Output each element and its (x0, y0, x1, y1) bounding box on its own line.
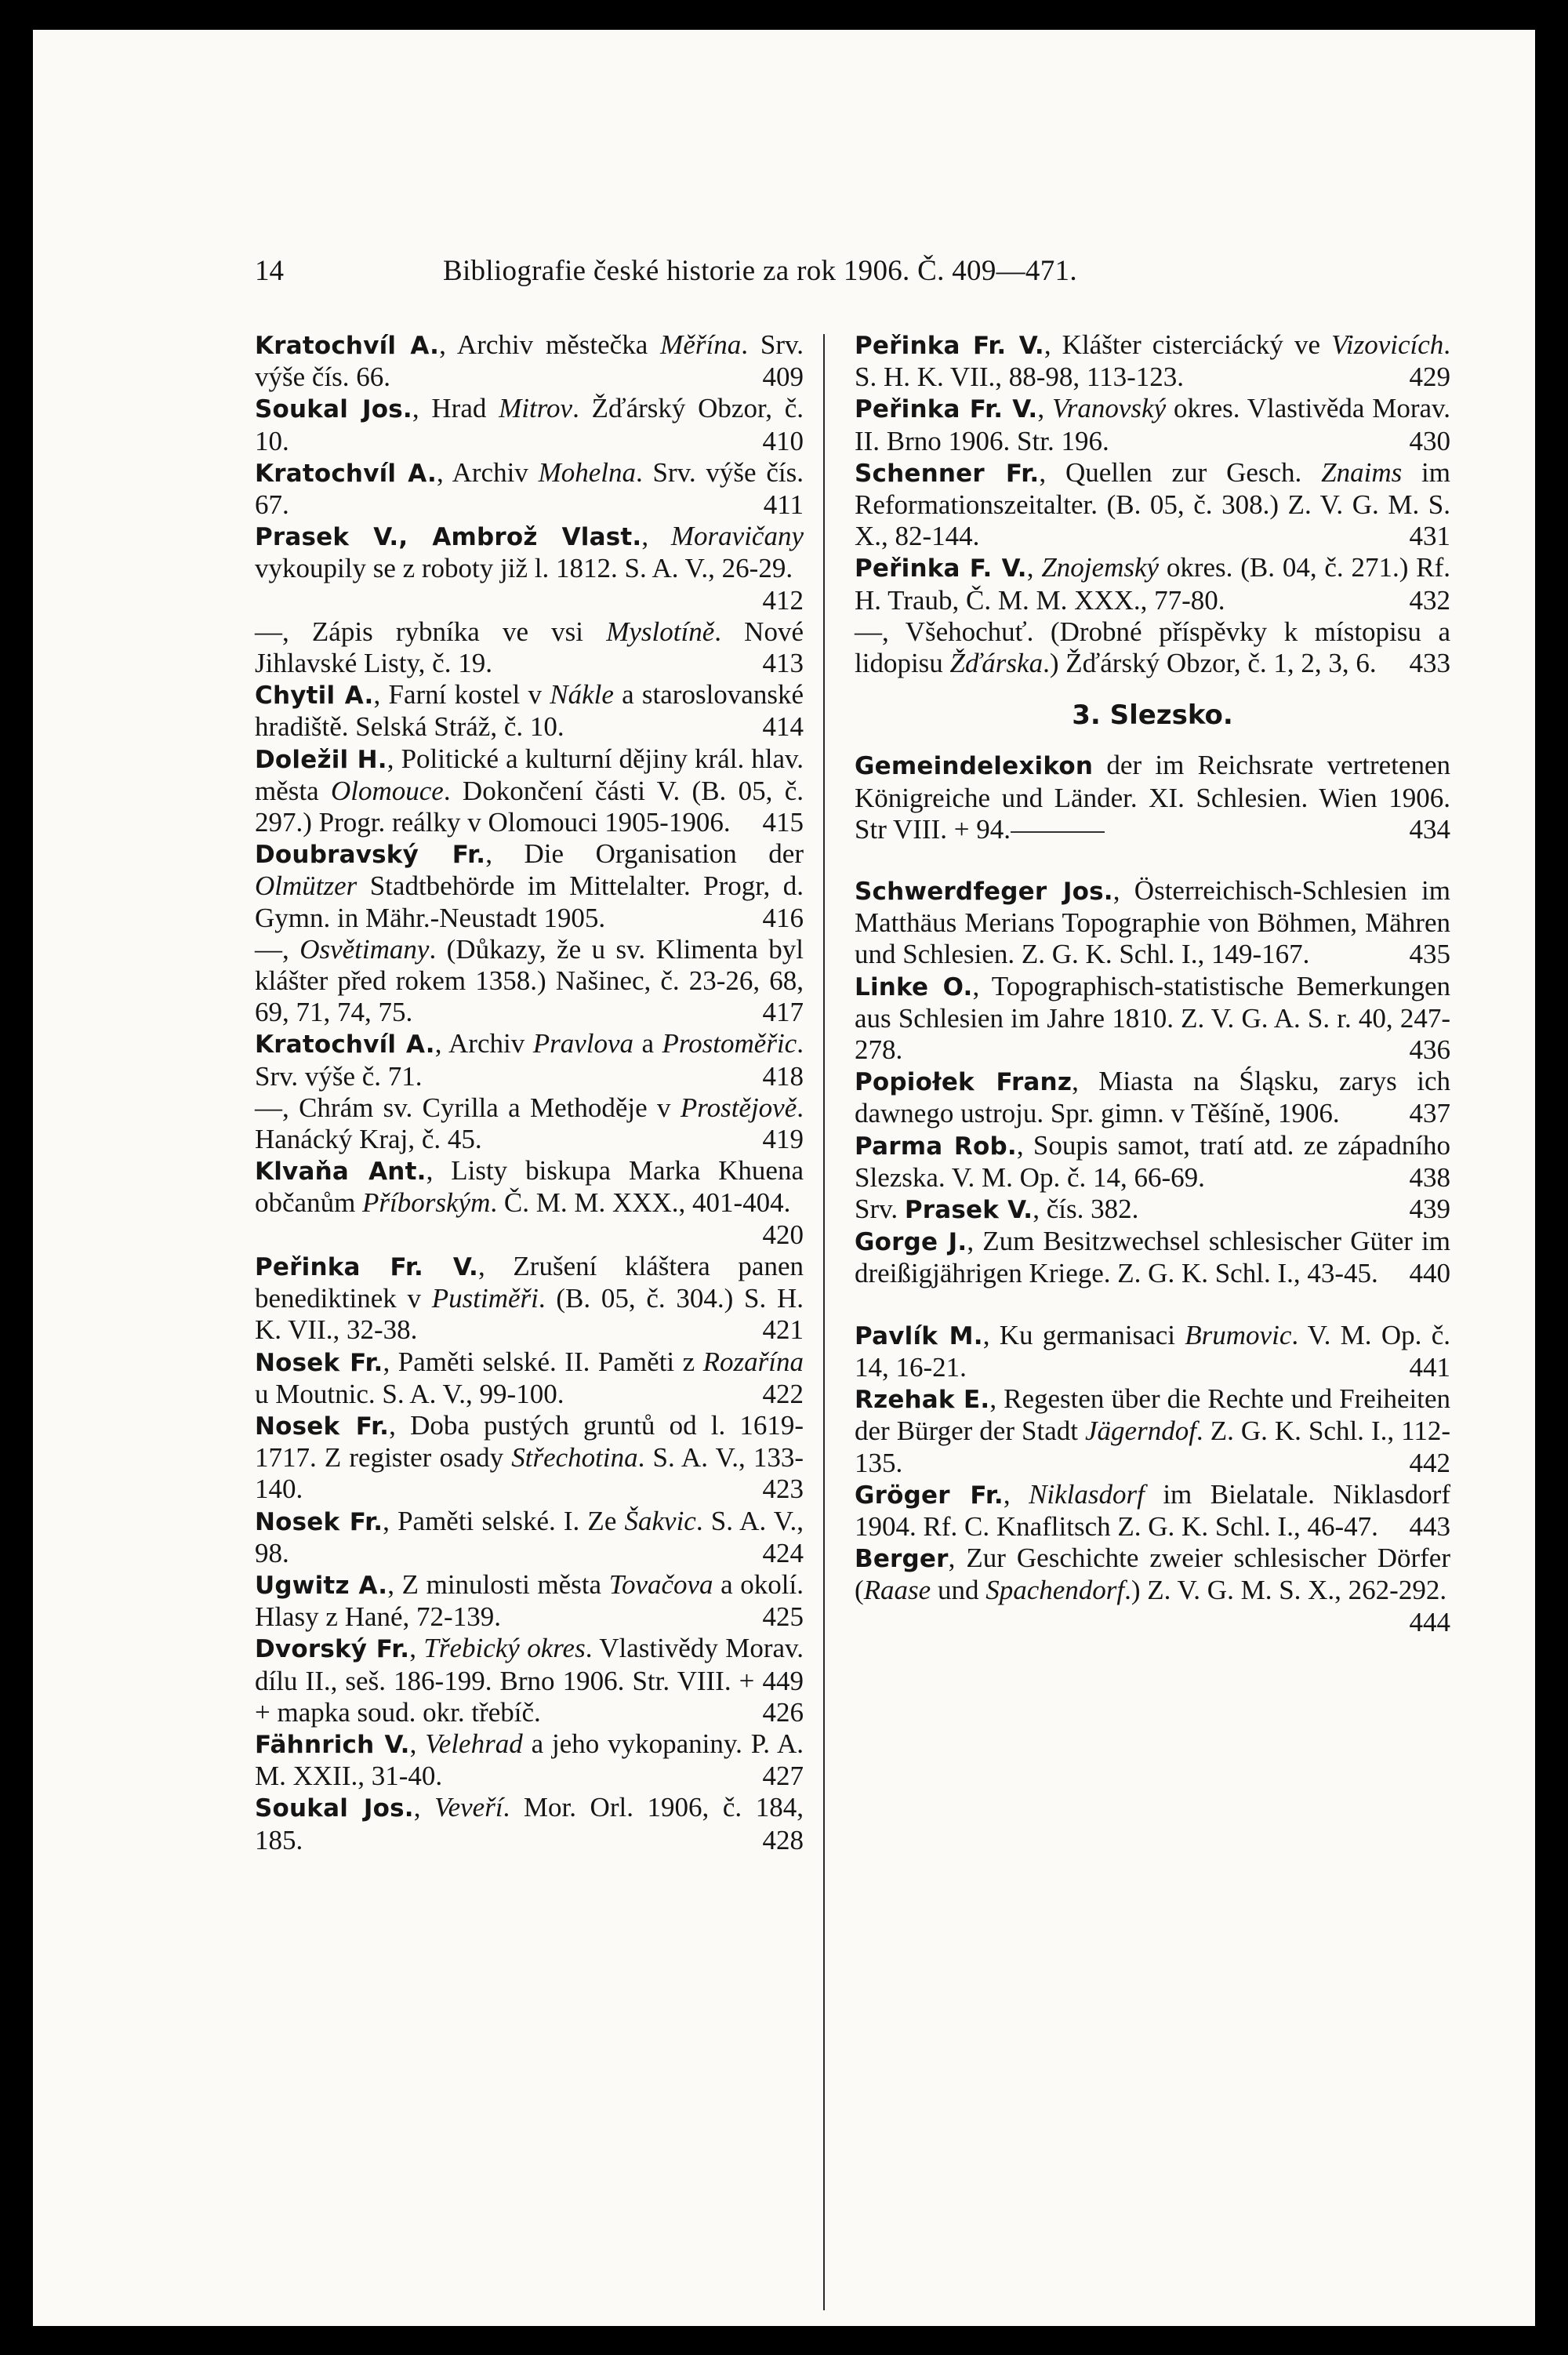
entry-number: 421 (762, 1314, 804, 1346)
entry-number: 438 (1409, 1161, 1450, 1193)
spacer (855, 1290, 1450, 1320)
entry-number: 444 (1409, 1606, 1450, 1637)
running-header (255, 254, 1329, 301)
entry-419: —, Chrám sv. Cyrilla a Methoděje v Prostějově. Hanácký Kraj, č. 45. 419 (255, 1092, 804, 1155)
entry-number: 418 (762, 1060, 804, 1092)
spacer (855, 845, 1450, 875)
entry-434: Gemeindelexikon der im Reichsrate vertretenen Königreiche und Länder. XI. Schlesien. Wien 1906. Str VIII. + 94. 434 (855, 750, 1450, 845)
entry-number: 417 (762, 997, 804, 1028)
entry-411: Kratochvíl A., Archiv Mohelna. Srv. výše čís. 67. 411 (255, 456, 804, 521)
entry-439: Srv. Prasek V., čís. 382. 439 (855, 1194, 1450, 1225)
entry-number: 419 (762, 1124, 804, 1155)
entry-433: —, Všehochuť. (Drobné příspěvky k místopisu a lidopisu Žďárska.) Žďárský Obzor, č. 1, 2, 3, 6. 433 (855, 616, 1450, 679)
entry-number: 441 (1409, 1351, 1450, 1383)
entry-410: Soukal Jos., Hrad Mitrov. Žďárský Obzor, č. 10. 410 (255, 393, 804, 456)
entry-423: Nosek Fr., Doba pustých gruntů od l. 1619-1717. Z register osady Střechotina. S. A. V., 133-140. 423 (255, 1409, 804, 1505)
entry-number: 439 (1409, 1194, 1450, 1225)
entry-number: 422 (762, 1378, 804, 1409)
entry-427: Fähnrich V., Velehrad a jeho vykopaniny. P. A. M. XXII., 31-40. 427 (255, 1728, 804, 1792)
page-number: 14 (255, 255, 284, 287)
entry-number: 420 (762, 1219, 804, 1250)
entry-number: 443 (1409, 1510, 1450, 1542)
entry-432: Peřinka F. V., Znojemský okres. (B. 04, č. 271.) Rf. H. Traub, Č. M. M. XXX., 77-80. 432 (855, 552, 1450, 616)
left-column (255, 329, 804, 1856)
entry-number: 431 (1409, 521, 1450, 552)
entry-421: Peřinka Fr. V., Zrušení kláštera panen benediktinek v Pustiměři. (B. 05, č. 304.) S. H. K. VII., 32-38. 421 (255, 1250, 804, 1346)
entry-number: 413 (762, 648, 804, 679)
entry-436: Linke O., Topographisch-statistische Bemerkungen aus Schlesien im Jahre 1810. Z. V. G. A. S. r. 40, 247-278. 436 (855, 970, 1450, 1066)
entry-422: Nosek Fr., Paměti selské. II. Paměti z Rozařína u Moutnic. S. A. V., 99-100. 422 (255, 1346, 804, 1409)
entry-number: 427 (762, 1761, 804, 1792)
entry-number: 415 (762, 807, 804, 838)
entry-442: Rzehak E., Regesten über die Rechte und Freiheiten der Bürger der Stadt Jägerndof. Z. G. K. Schl. I., 112-135. 442 (855, 1383, 1451, 1478)
entry-415: Doležil H., Politické a kulturní dějiny král. hlav. města Olomouce. Dokončení části V. (B. 05, č. 297.) Progr. reálky v Olomouci 1905-1906. 415 (255, 743, 804, 838)
entry-430: Peřinka Fr. V., Vranovský okres. Vlastivěda Morav. II. Brno 1906. Str. 196. 430 (855, 393, 1451, 456)
entry-441: Pavlík M., Ku germanisaci Brumovic. V. M. Op. č. 14, 16-21. 441 (855, 1319, 1450, 1383)
section-heading: 3. Slezsko. (1072, 700, 1233, 732)
entry-number: 436 (1409, 1034, 1450, 1066)
entry-number: 433 (1409, 648, 1450, 679)
entry-440: Gorge J., Zum Besitzwechsel schlesischer Güter im dreißigjährigen Kriege. Z. G. K. Schl. I., 43-45. 440 (855, 1226, 1450, 1289)
entry-number: 428 (762, 1824, 804, 1855)
page (33, 30, 1535, 2326)
entry-428: Soukal Jos., Veveří. Mor. Orl. 1906, č. 184, 185. 428 (255, 1792, 804, 1855)
entry-number: 409 (762, 362, 804, 393)
entry-444: Berger, Zur Geschichte zweier schlesischer Dörfer (Raase und Spachendorf.) Z. V. G. M. S. X., 262-292. 444 (855, 1543, 1450, 1637)
entry-424: Nosek Fr., Paměti selské. I. Ze Šakvic. S. A. V., 98. 424 (255, 1505, 804, 1568)
entry-413: —, Zápis rybníka ve vsi Myslotíně. Nové Jihlavské Listy, č. 19. 413 (255, 616, 804, 679)
entry-number: 426 (762, 1696, 804, 1728)
entry-number: 411 (763, 489, 804, 521)
separator-rule (1011, 831, 1105, 833)
entry-414: Chytil A., Farní kostel v Nákle a staroslovanské hradiště. Selská Stráž, č. 10. 414 (255, 679, 804, 743)
entry-443: Gröger Fr., Niklasdorf im Bielatale. Niklasdorf 1904. Rf. C. Knaflitsch Z. G. K. Schl. I., 46-47. 443 (855, 1478, 1450, 1542)
entry-number: 432 (1409, 584, 1450, 616)
entry-number: 440 (1409, 1258, 1450, 1289)
entry-426: Dvorský Fr., Třebický okres. Vlastivědy Morav. dílu II., seš. 186-199. Brno 1906. Str. VIII. + 449 + mapka soud. okr. třebíč. 426 (255, 1633, 804, 1728)
entry-420: Klvaňa Ant., Listy biskupa Marka Khuena občanům Příborským. Č. M. M. XXX., 401-404. 420 (255, 1155, 804, 1250)
entry-number: 414 (762, 711, 804, 743)
entry-number: 425 (762, 1601, 804, 1633)
entry-418: Kratochvíl A., Archiv Pravlova a Prostoměřic. Srv. výše č. 71. 418 (255, 1028, 804, 1092)
column-divider (823, 334, 825, 2310)
entry-412: Prasek V., Ambrož Vlast., Moravičany vykoupily se z roboty již l. 1812. S. A. V., 26-29. 412 (255, 521, 804, 616)
entry-409: Kratochvíl A., Archiv městečka Měřína. Srv. výše čís. 66. 409 (255, 329, 804, 393)
right-column (855, 329, 1450, 1638)
entry-number: 435 (1409, 939, 1450, 970)
entry-437: Popiołek Franz, Miasta na Śląsku, zarys ich dawnego ustroju. Spr. gimn. v Těšíně, 1906. 437 (855, 1066, 1450, 1129)
entry-number: 430 (1409, 425, 1450, 456)
running-title: Bibliografie české historie za rok 1906. Č. 409—471. (443, 255, 1077, 287)
entry-435: Schwerdfeger Jos., Österreichisch-Schlesien im Matthäus Merians Topographie von Böhmen, Mähren und Schlesien. Z. G. K. Schl. I., 149-167. 435 (855, 875, 1450, 970)
entry-number: 434 (1409, 813, 1450, 845)
entry-429: Peřinka Fr. V., Klášter cisterciácký ve Vizovicích. S. H. K. VII., 88-98, 113-123. 429 (855, 329, 1450, 393)
entry-number: 424 (762, 1537, 804, 1568)
entry-431: Schenner Fr., Quellen zur Gesch. Znaims im Reformationszeitalter. (B. 05, č. 308.) Z. V. G. M. S. X., 82-144. 431 (855, 456, 1450, 552)
entry-425: Ugwitz A., Z minulosti města Tovačova a okolí. Hlasy z Hané, 72-139. 425 (255, 1568, 804, 1633)
entry-number: 437 (1409, 1098, 1450, 1129)
entry-417: —, Osvětimany. (Důkazy, že u sv. Klimenta byl klášter před rokem 1358.) Našinec, č. 23-26, 68, 69, 71, 74, 75. 417 (255, 933, 804, 1028)
entry-number: 429 (1409, 362, 1450, 393)
entry-number: 412 (762, 584, 804, 616)
entry-number: 423 (762, 1474, 804, 1505)
entry-number: 410 (762, 425, 804, 456)
entry-438: Parma Rob., Soupis samot, tratí atd. ze západního Slezska. V. M. Op. č. 14, 66-69. 438 (855, 1129, 1450, 1193)
entry-number: 442 (1409, 1447, 1450, 1478)
entry-416: Doubravský Fr., Die Organisation der Olmützer Stadtbehörde im Mittelalter. Progr, d. Gymn. in Mähr.-Neustadt 1905. 416 (255, 838, 804, 933)
entry-number: 416 (762, 902, 804, 933)
